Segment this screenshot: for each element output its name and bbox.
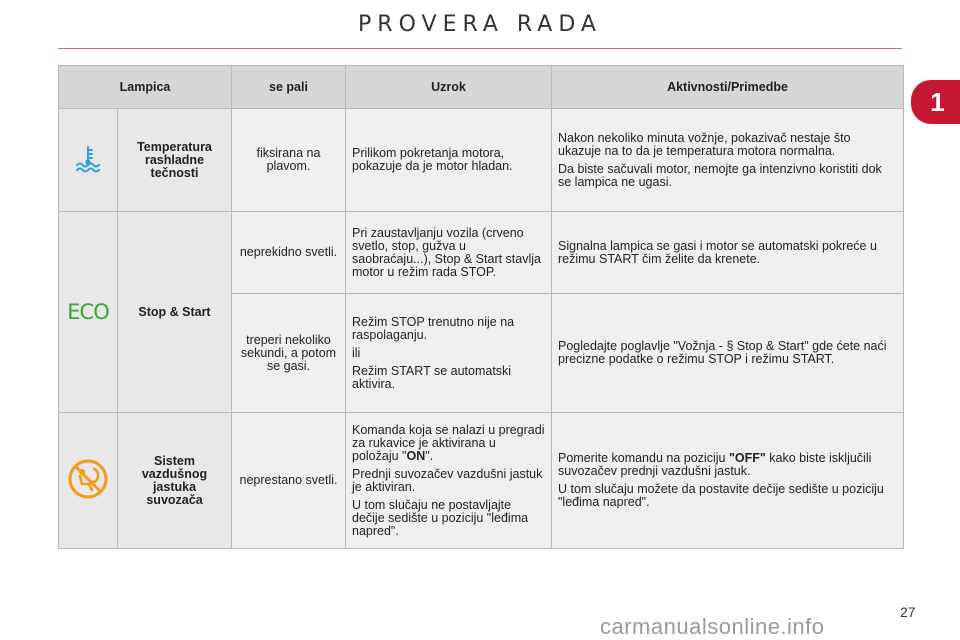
- lamp-actions: [552, 212, 904, 294]
- action-text: Signalna lampica se gasi i motor se automatski pokreće u režimu START čim želite da krenete.: [558, 238, 877, 266]
- lamp-cause: [346, 294, 552, 413]
- column-header-uzrok: Uzrok: [346, 66, 552, 109]
- cause-text: Prednji suvozačev vazdušni jastuk je aktiviran.: [352, 466, 543, 494]
- lamp-state: neprekidno svetli.: [232, 212, 346, 294]
- eco-icon-cell: [59, 212, 118, 413]
- lamp-state: treperi nekoliko sekundi, a potom se gasi.: [232, 294, 346, 413]
- table-row: [59, 109, 904, 212]
- lamp-cause: [346, 212, 552, 294]
- coolant-temperature-icon: [73, 144, 103, 174]
- cause-text: Pri zaustavljanju vozila (crveno svetlo, stop, gužva u saobraćaju...), Stop & Start stavlja motor u režim rada STOP.: [352, 225, 541, 279]
- action-text: U tom slučaju možete da postavite dečije sedište u poziciju "leđima napred".: [558, 482, 884, 509]
- table-row: [59, 212, 904, 294]
- page-number: 27: [900, 604, 916, 620]
- lamp-actions: [552, 294, 904, 413]
- coolant-icon-cell: [59, 109, 118, 212]
- lamp-cause: [346, 109, 552, 212]
- column-header-se-pali: se pali: [232, 66, 346, 109]
- lamp-state: fiksirana na plavom.: [232, 109, 346, 212]
- cause-text: U tom slučaju ne postavljajte dečije sedište u poziciju "leđima napred".: [352, 497, 529, 538]
- action-text: Pogledajte poglavlje "Vožnja - § Stop & Start" gde ćete naći precizne podatke o režimu STOP i režimu START.: [558, 339, 887, 366]
- lamp-name-coolant: Temperatura rashladne tečnosti: [118, 109, 232, 212]
- action-text: Nakon nekoliko minuta vožnje, pokazivač nestaje što ukazuje na to da je temperatura motora normalna.: [558, 130, 851, 158]
- cause-text: ili: [352, 345, 361, 360]
- table-row: [59, 413, 904, 549]
- passenger-airbag-off-icon: [67, 458, 109, 500]
- cause-text: Komanda koja se nalazi u pregradi za rukavice je aktivirana u položaju "ON".: [352, 422, 545, 463]
- cause-text: Prilikom pokretanja motora, pokazuje da je motor hladan.: [352, 146, 513, 173]
- chapter-tab: 1: [911, 80, 960, 124]
- column-header-aktivnosti: Aktivnosti/Primedbe: [552, 66, 904, 109]
- lamp-state: neprestano svetli.: [232, 413, 346, 549]
- column-header-lampica: Lampica: [59, 66, 232, 109]
- lamp-actions: [552, 413, 904, 549]
- cause-text: Režim STOP trenutno nije na raspolaganju.: [352, 314, 515, 342]
- cause-text: Režim START se automatski aktivira.: [352, 363, 512, 391]
- lamp-name-stop-start: Stop & Start: [118, 212, 232, 413]
- lamp-actions: [552, 109, 904, 212]
- title-divider: [58, 48, 902, 49]
- action-text: Da biste sačuvali motor, nemojte ga intenzivno koristiti dok se lampica ne ugasi.: [558, 161, 882, 189]
- page-title: PROVERA RADA: [358, 12, 602, 37]
- lamp-name-airbag: Sistem vazdušnog jastuka suvozača: [118, 413, 232, 549]
- eco-icon: ECO: [67, 300, 109, 324]
- watermark: carmanualsonline.info: [600, 614, 825, 639]
- table-header-row: [59, 66, 904, 109]
- warning-lamp-table: [58, 65, 904, 549]
- action-text: Pomerite komandu na poziciju "OFF" kako biste isključili suvozačev prednji vazdušni jastuk.: [558, 451, 872, 478]
- airbag-icon-cell: [59, 413, 118, 549]
- lamp-cause: [346, 413, 552, 549]
